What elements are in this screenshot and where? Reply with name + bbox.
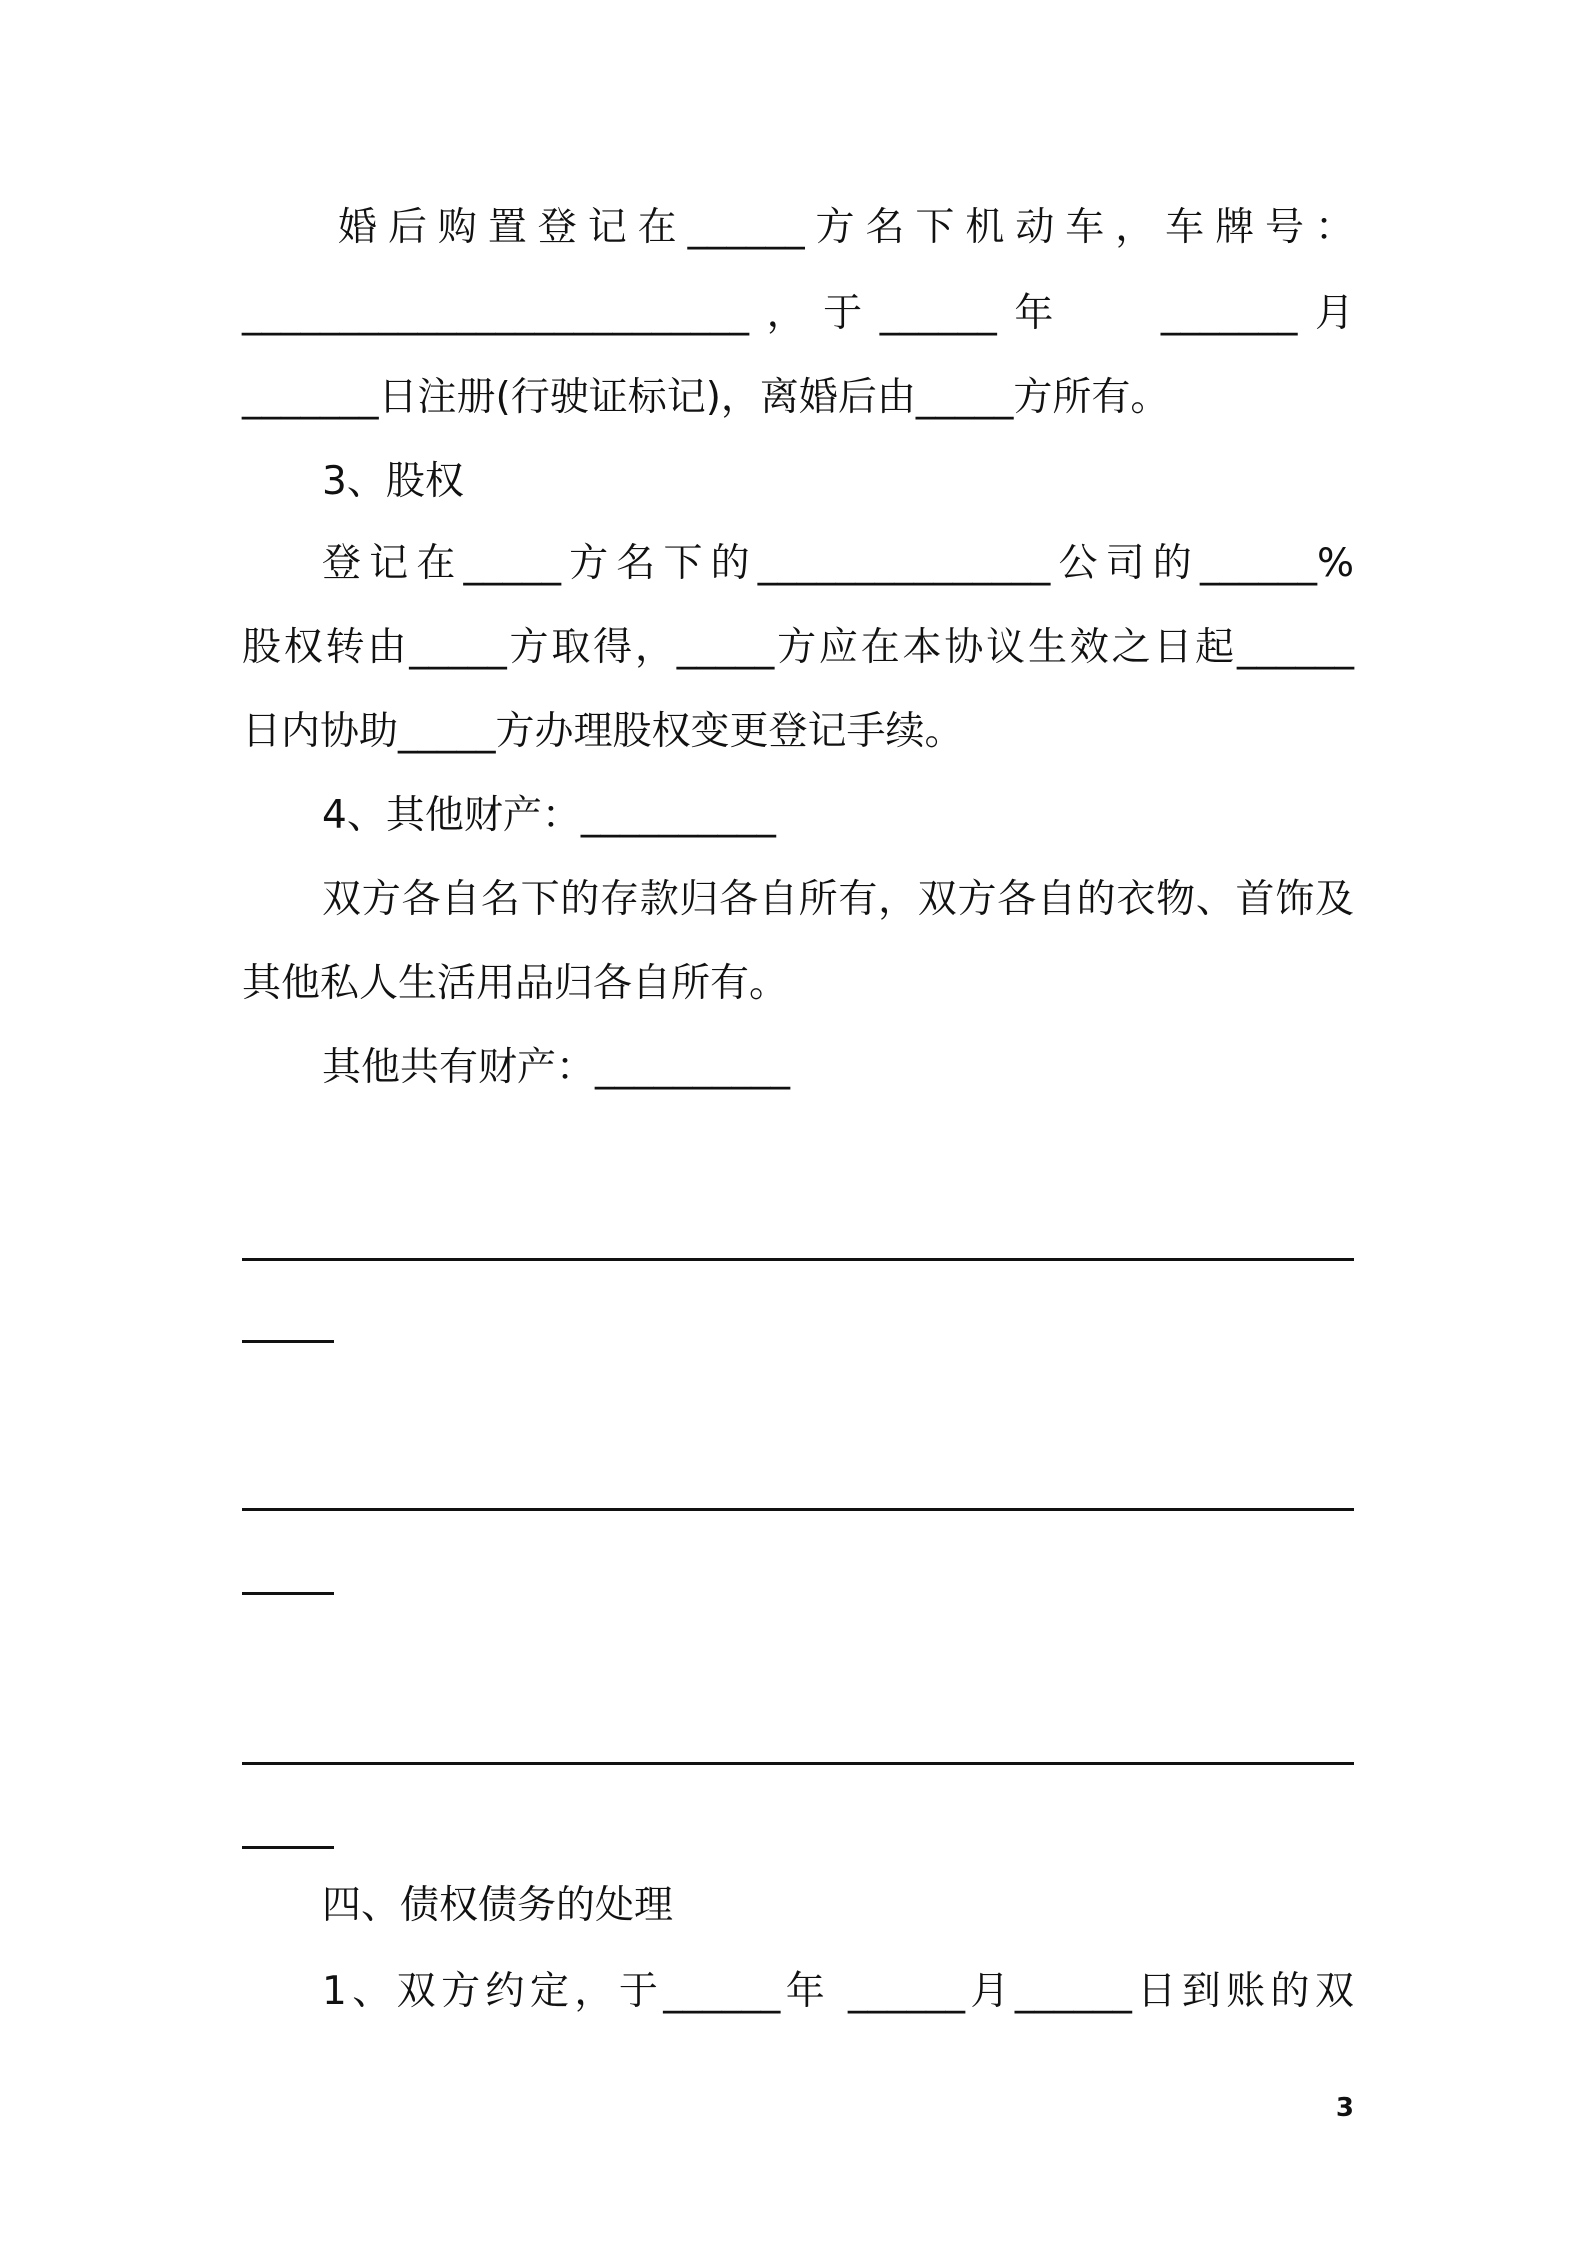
section-heading: 4、其他财产：__________: [322, 793, 776, 838]
text-line: 登记在_____方名下的_______________公司的______%: [322, 541, 1354, 586]
text-line: 婚后购置登记在______方名下机动车，车牌号：: [338, 205, 1354, 250]
section-heading: 3、股权: [322, 459, 464, 504]
blank-fill-line: [242, 1258, 1354, 1261]
text-line: 1、双方约定，于______年 ______月______日到账的双: [322, 1969, 1354, 2014]
text-line: _______日注册(行驶证标记)，离婚后由_____方所有。: [242, 375, 1170, 420]
text-line: 其他共有财产：__________: [322, 1045, 791, 1090]
page-number: 3: [1335, 2093, 1354, 2123]
blank-fill-line: [242, 1340, 334, 1343]
blank-fill-line: [242, 1762, 1354, 1765]
blank-fill-line: [242, 1846, 334, 1849]
text-line: 日内协助_____方办理股权变更登记手续。: [242, 709, 964, 754]
text-line: __________________________，于______年 _______月: [242, 291, 1354, 336]
blank-fill-line: [242, 1508, 1354, 1511]
text-line: 其他私人生活用品归各自所有。: [242, 961, 789, 1006]
blank-fill-line: [242, 1592, 334, 1595]
section-heading: 四、债权债务的处理: [322, 1883, 674, 1928]
text-line: 双方各自名下的存款归各自所有，双方各自的衣物、首饰及: [322, 877, 1354, 922]
text-line: 股权转由_____方取得，_____方应在本协议生效之日起______: [242, 625, 1354, 670]
